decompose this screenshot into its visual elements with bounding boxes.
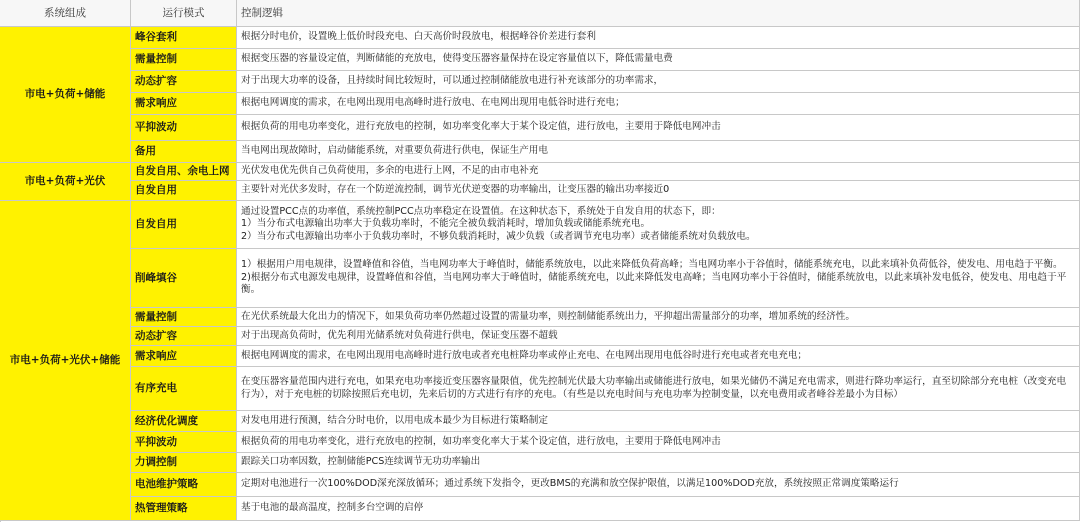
mode-cell: 自发自用 bbox=[131, 201, 237, 249]
mode-cell: 削峰填谷 bbox=[131, 249, 237, 308]
mode-cell: 有序充电 bbox=[131, 367, 237, 411]
logic-cell: 根据电网调度的需求，在电网出现用电高峰时进行放电或者充电桩降功率或停止充电、在电网出现用电低谷时进行充电或者充电充电； bbox=[237, 346, 1080, 367]
mode-cell: 自发自用 bbox=[131, 181, 237, 201]
mode-cell: 电池维护策略 bbox=[131, 473, 237, 497]
mode-cell: 力调控制 bbox=[131, 453, 237, 473]
mode-cell: 需求响应 bbox=[131, 93, 237, 115]
system-cell-pv-storage: 市电+负荷+光伏+储能 bbox=[0, 201, 131, 521]
mode-cell: 自发自用、余电上网 bbox=[131, 163, 237, 181]
logic-cell: 根据负荷的用电功率变化，进行充放电的控制，如功率变化率大于某个设定值，进行放电，主要用于降低电网冲击 bbox=[237, 432, 1080, 453]
logic-cell: 跟踪关口功率因数，控制储能PCS连续调节无功功率输出 bbox=[237, 453, 1080, 473]
mode-cell: 动态扩容 bbox=[131, 71, 237, 93]
mode-cell: 动态扩容 bbox=[131, 327, 237, 346]
logic-cell: 光伏发电优先供自己负荷使用，多余的电进行上网，不足的由市电补充 bbox=[237, 163, 1080, 181]
logic-cell: 对于出现大功率的设备，且持续时间比较短时，可以通过控制储能放电进行补充该部分的功率需求， bbox=[237, 71, 1080, 93]
logic-cell: 在光伏系统最大化出力的情况下，如果负荷功率仍然超过设置的需量功率，则控制储能系统出力，平抑超出需量部分的功率，增加系统的经济性。 bbox=[237, 308, 1080, 327]
mode-cell: 经济优化调度 bbox=[131, 411, 237, 432]
header-logic: 控制逻辑 bbox=[237, 0, 1080, 27]
mode-cell: 需求响应 bbox=[131, 346, 237, 367]
logic-cell: 基于电池的最高温度，控制多台空调的启停 bbox=[237, 497, 1080, 521]
mode-cell: 需量控制 bbox=[131, 308, 237, 327]
system-cell-pv: 市电+负荷+光伏 bbox=[0, 163, 131, 201]
mode-cell: 备用 bbox=[131, 141, 237, 163]
header-mode: 运行模式 bbox=[131, 0, 237, 27]
logic-cell: 根据变压器的容量设定值，判断储能的充放电，使得变压器容量保持在设定容量值以下，降低需量电费 bbox=[237, 49, 1080, 71]
mode-cell: 平抑波动 bbox=[131, 115, 237, 141]
logic-cell: 定期对电池进行一次100%DOD深充深放循环；通过系统下发指令，更改BMS的充满和放空保护限值，以满足100%DOD充放，系统按照正常调度策略运行 bbox=[237, 473, 1080, 497]
mode-cell: 峰谷套利 bbox=[131, 27, 237, 49]
mode-cell: 平抑波动 bbox=[131, 432, 237, 453]
logic-cell: 对于出现高负荷时，优先利用光储系统对负荷进行供电，保证变压器不超载 bbox=[237, 327, 1080, 346]
mode-cell: 热管理策略 bbox=[131, 497, 237, 521]
header-system: 系统组成 bbox=[0, 0, 131, 27]
logic-cell: 根据负荷的用电功率变化，进行充放电的控制，如功率变化率大于某个设定值，进行放电，主要用于降低电网冲击 bbox=[237, 115, 1080, 141]
logic-cell: 根据分时电价，设置晚上低价时段充电、白天高价时段放电，根据峰谷价差进行套利 bbox=[237, 27, 1080, 49]
logic-cell: 通过设置PCC点的功率值，系统控制PCC点功率稳定在设置值。在这种状态下，系统处于自发自用的状态下，即： 1）当分布式电源输出功率大于负载功率时，不能完全被负载消耗时，增加负载或储能系统充电。 2）当分布式电源输出功率小于负载功率时，不够负载消耗时，减少负载（或者调节充电功率）或者储能系统对负载放电。 bbox=[237, 201, 1080, 249]
logic-cell: 1）根据用户用电规律，设置峰值和谷值，当电网功率大于峰值时，储能系统放电，以此来降低负荷高峰；当电网功率小于谷值时，储能系统充电，以此来填补负荷低谷，使发电、用电趋于平衡。 2)根据分布式电源发电规律，设置峰值和谷值，当电网功率大于峰值时，储能系统充电，以此来降低发电高峰；当电网功率小于谷值时，储能系统放电，以此来填补发电低谷，使发电、用电趋于平衡。 bbox=[237, 249, 1080, 308]
logic-cell: 在变压器容量范围内进行充电，如果充电功率接近变压器容量限值，优先控制光伏最大功率输出或储能进行放电，如果光储仍不满足充电需求，则进行降功率运行，直至切除部分充电桩（改变充电行为），对于充电桩的切除按照后充电切，先来后切的方式进行有序的充电。（有些是以充电时间与充电功率为控制变量，以充电费用或者峰谷差最小为目标） bbox=[237, 367, 1080, 411]
logic-cell: 对发电用进行预测，结合分时电价，以用电成本最少为目标进行策略制定 bbox=[237, 411, 1080, 432]
mode-cell: 需量控制 bbox=[131, 49, 237, 71]
logic-cell: 根据电网调度的需求，在电网出现用电高峰时进行放电、在电网出现用电低谷时进行充电； bbox=[237, 93, 1080, 115]
system-cell-storage: 市电+负荷+储能 bbox=[0, 27, 131, 163]
logic-cell: 主要针对光伏多发时，存在一个防逆流控制，调节光伏逆变器的功率输出，让变压器的输出功率接近0 bbox=[237, 181, 1080, 201]
logic-cell: 当电网出现故障时，启动储能系统，对重要负荷进行供电，保证生产用电 bbox=[237, 141, 1080, 163]
